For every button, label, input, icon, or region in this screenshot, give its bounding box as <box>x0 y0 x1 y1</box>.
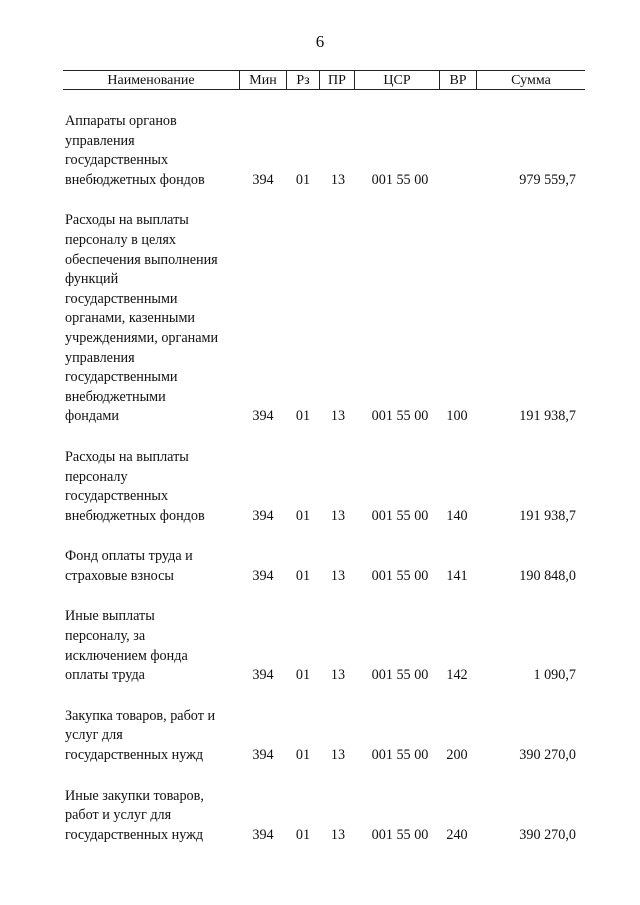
table-row <box>0 112 640 190</box>
row-name: Иные закупки товаров, работ и услуг для государственных нужд <box>65 787 204 843</box>
row-csr: 001 55 00 <box>371 667 429 684</box>
row-rz: 01 <box>295 826 311 843</box>
row-csr: 001 55 00 <box>371 408 429 425</box>
row-sum: 190 848,0 <box>519 567 576 584</box>
row-sum: 191 938,7 <box>519 408 576 425</box>
header-min: Мин <box>249 73 277 88</box>
header-pr: ПР <box>328 73 346 88</box>
header-sum: Сумма <box>511 73 551 88</box>
row-rz: 01 <box>295 747 311 764</box>
table-header-top-rule <box>63 70 585 71</box>
row-sum: 390 270,0 <box>519 747 576 764</box>
row-pr: 13 <box>330 171 346 188</box>
row-rz: 01 <box>295 171 311 188</box>
row-name: Фонд оплаты труда и страховые взносы <box>65 548 193 584</box>
row-csr: 001 55 00 <box>371 171 429 188</box>
header-rz: Рз <box>296 73 310 88</box>
row-pr: 13 <box>330 667 346 684</box>
row-sum: 1 090,7 <box>533 667 576 684</box>
table-row <box>0 787 640 846</box>
row-pr: 13 <box>330 408 346 425</box>
row-min: 394 <box>252 567 274 584</box>
row-rz: 01 <box>295 507 311 524</box>
row-rz: 01 <box>295 567 311 584</box>
row-name: Закупка товаров, работ и услуг для государственных нужд <box>65 707 216 764</box>
row-vr: 240 <box>446 826 468 843</box>
row-min: 394 <box>252 826 274 843</box>
row-name: Расходы на выплаты персоналу в целях обеспечения выполнения функций государственными органами, казенными учреждениями, органами управления государственными внебюджетными фондами <box>65 212 219 425</box>
row-pr: 13 <box>330 507 346 524</box>
table-row <box>0 547 640 586</box>
page-number: 6 <box>315 32 325 51</box>
row-vr: 140 <box>446 507 468 524</box>
row-vr: 142 <box>446 667 468 684</box>
row-sum: 979 559,7 <box>519 171 576 188</box>
header-csr: ЦСР <box>383 73 411 88</box>
row-min: 394 <box>252 667 274 684</box>
row-pr: 13 <box>330 567 346 584</box>
table-row <box>0 211 640 427</box>
row-sum: 191 938,7 <box>519 507 576 524</box>
row-vr: 200 <box>446 747 468 764</box>
row-csr: 001 55 00 <box>371 507 429 524</box>
row-csr: 001 55 00 <box>371 567 429 584</box>
table-row <box>0 448 640 526</box>
row-min: 394 <box>252 747 274 764</box>
header-name: Наименование <box>107 73 195 88</box>
row-vr: 100 <box>446 408 468 425</box>
row-name: Иные выплаты персоналу, за исключением фонда оплаты труда <box>65 608 188 684</box>
row-name: Аппараты органов управления государственных внебюджетных фондов <box>65 113 205 188</box>
table-body <box>0 112 640 845</box>
row-min: 394 <box>252 408 274 425</box>
table-row <box>0 607 640 685</box>
row-min: 394 <box>252 507 274 524</box>
row-sum: 390 270,0 <box>519 826 576 843</box>
row-vr: 141 <box>446 567 468 584</box>
row-csr: 001 55 00 <box>371 826 429 843</box>
row-csr: 001 55 00 <box>371 747 429 764</box>
row-min: 394 <box>252 171 274 188</box>
row-name: Расходы на выплаты персоналу государственных внебюджетных фондов <box>65 448 205 524</box>
table-row <box>0 707 640 766</box>
table-header-bottom-rule <box>63 89 585 90</box>
row-pr: 13 <box>330 826 346 843</box>
row-rz: 01 <box>295 408 311 425</box>
row-pr: 13 <box>330 747 346 764</box>
row-rz: 01 <box>295 667 311 684</box>
header-vr: ВР <box>449 73 467 88</box>
